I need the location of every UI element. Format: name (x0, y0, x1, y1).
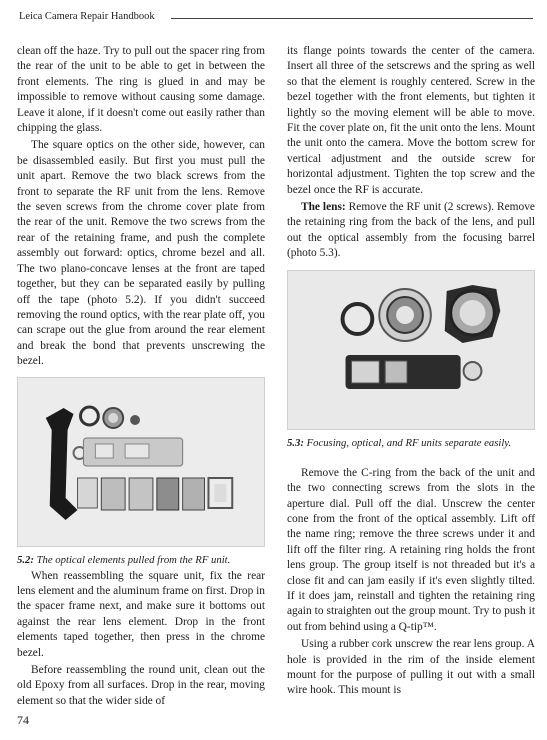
caption-number: 5.3: (287, 436, 304, 449)
right-paragraph-3: Using a rubber cork unscrew the rear lens group. A hole is provided in the rim of the inside element mount for the purpose of pulling it out with a small wire hook. This mount is (287, 638, 535, 697)
right-paragraph-lens (287, 200, 535, 262)
left-paragraph-2: The square optics on the other side, however, can be disassembled easily. But first you must pull the unit apart. Remove the two black screws from the front to separate the RF unit from the lens. Remove the seven screws from the chrome cover plate from the rear of the unit. Remove the two screws from the rear of the retaining frame, and push the complete assembly out forward: optics, chrome bezel and all. The two plano-concave lenses at the front are taped together, but they can be separated easily by pulling off the tape (photo 5.2). If you didn't succeed removing the round optics, with the rear plate off, you can scrape out the glue from around the rear element and break the bond that prevents unscrewing the bezel. (17, 139, 265, 368)
lens-heading: The lens: (301, 201, 346, 214)
left-column (17, 44, 265, 711)
left-paragraph-3: When reassembling the square unit, fix the rear lens element and the aluminum frame on first. Drop in the spacer frame next, and make sure it bottoms out against the rear lens element. Drop in the front elements taped together, then press in the chrome bezel. (17, 569, 265, 659)
figure-caption-5-3 (287, 436, 535, 450)
rf-optical-elements-illustration (18, 378, 264, 546)
right-paragraph-1: its flange points towards the center of the camera. Insert all three of the setscrews and the spring as well so that the element is roughly centered. Screw in the bezel together with the front elements, but tighten it lightly so the moving element will be able to move. Fit the cover plate on, fit the unit onto the lens. Mount the unit onto the camera. Move the bottom screw for vertical adjustment and the outside screw for horizontal adjustment. Tighten the top screw and the bezel once the RF is accurate. (287, 45, 535, 196)
book-title: Leica Camera Repair Handbook (19, 11, 155, 22)
lens-text: Remove the RF unit (2 screws). Remove the retaining ring from the back of the lens, and pull out the optical assembly from the focusing barrel (photo 5.3). (287, 201, 535, 260)
photo-5-2 (17, 377, 265, 547)
left-paragraph-4: Before reassembling the round unit, clean out the old Epoxy from all surfaces. Drop in the rear, moving element so that the wider side of (17, 663, 265, 707)
right-paragraph-2: Remove the C-ring from the back of the unit and the two connecting screws from the slots in the aperture dial. Pull off the dial. Unscrew the center cone from the front of the optical assembly. Lift off the name ring; remove the three screws under it and lift off the filter ring. A retaining ring holds the front lens group. The group itself is not threaded but it's a close fit and can jam easily if it's even slightly tilted. If it does jam, reinstall and tighten the retaining ring again to straighten out the group mount. Try to push it out from behind using a Q-tip™. (287, 466, 535, 633)
figure-caption-5-2 (17, 553, 265, 567)
page-number: 74 (17, 713, 29, 727)
caption-text: The optical elements pulled from the RF unit. (36, 553, 231, 566)
caption-number: 5.2: (17, 553, 34, 566)
lens-units-illustration (288, 271, 534, 429)
photo-5-3 (287, 270, 535, 430)
right-column (287, 44, 535, 701)
left-paragraph-1: clean off the haze. Try to pull out the spacer ring from the rear of the unit to be able to get in between the front elements. The ring is glued in and may be impossible to remove without causing some damage. Leave it alone, if it doesn't come out easily rather than chipping the glass. (17, 45, 265, 135)
running-header (19, 11, 533, 25)
header-rule (171, 18, 533, 19)
caption-text: Focusing, optical, and RF units separate easily. (306, 436, 512, 449)
